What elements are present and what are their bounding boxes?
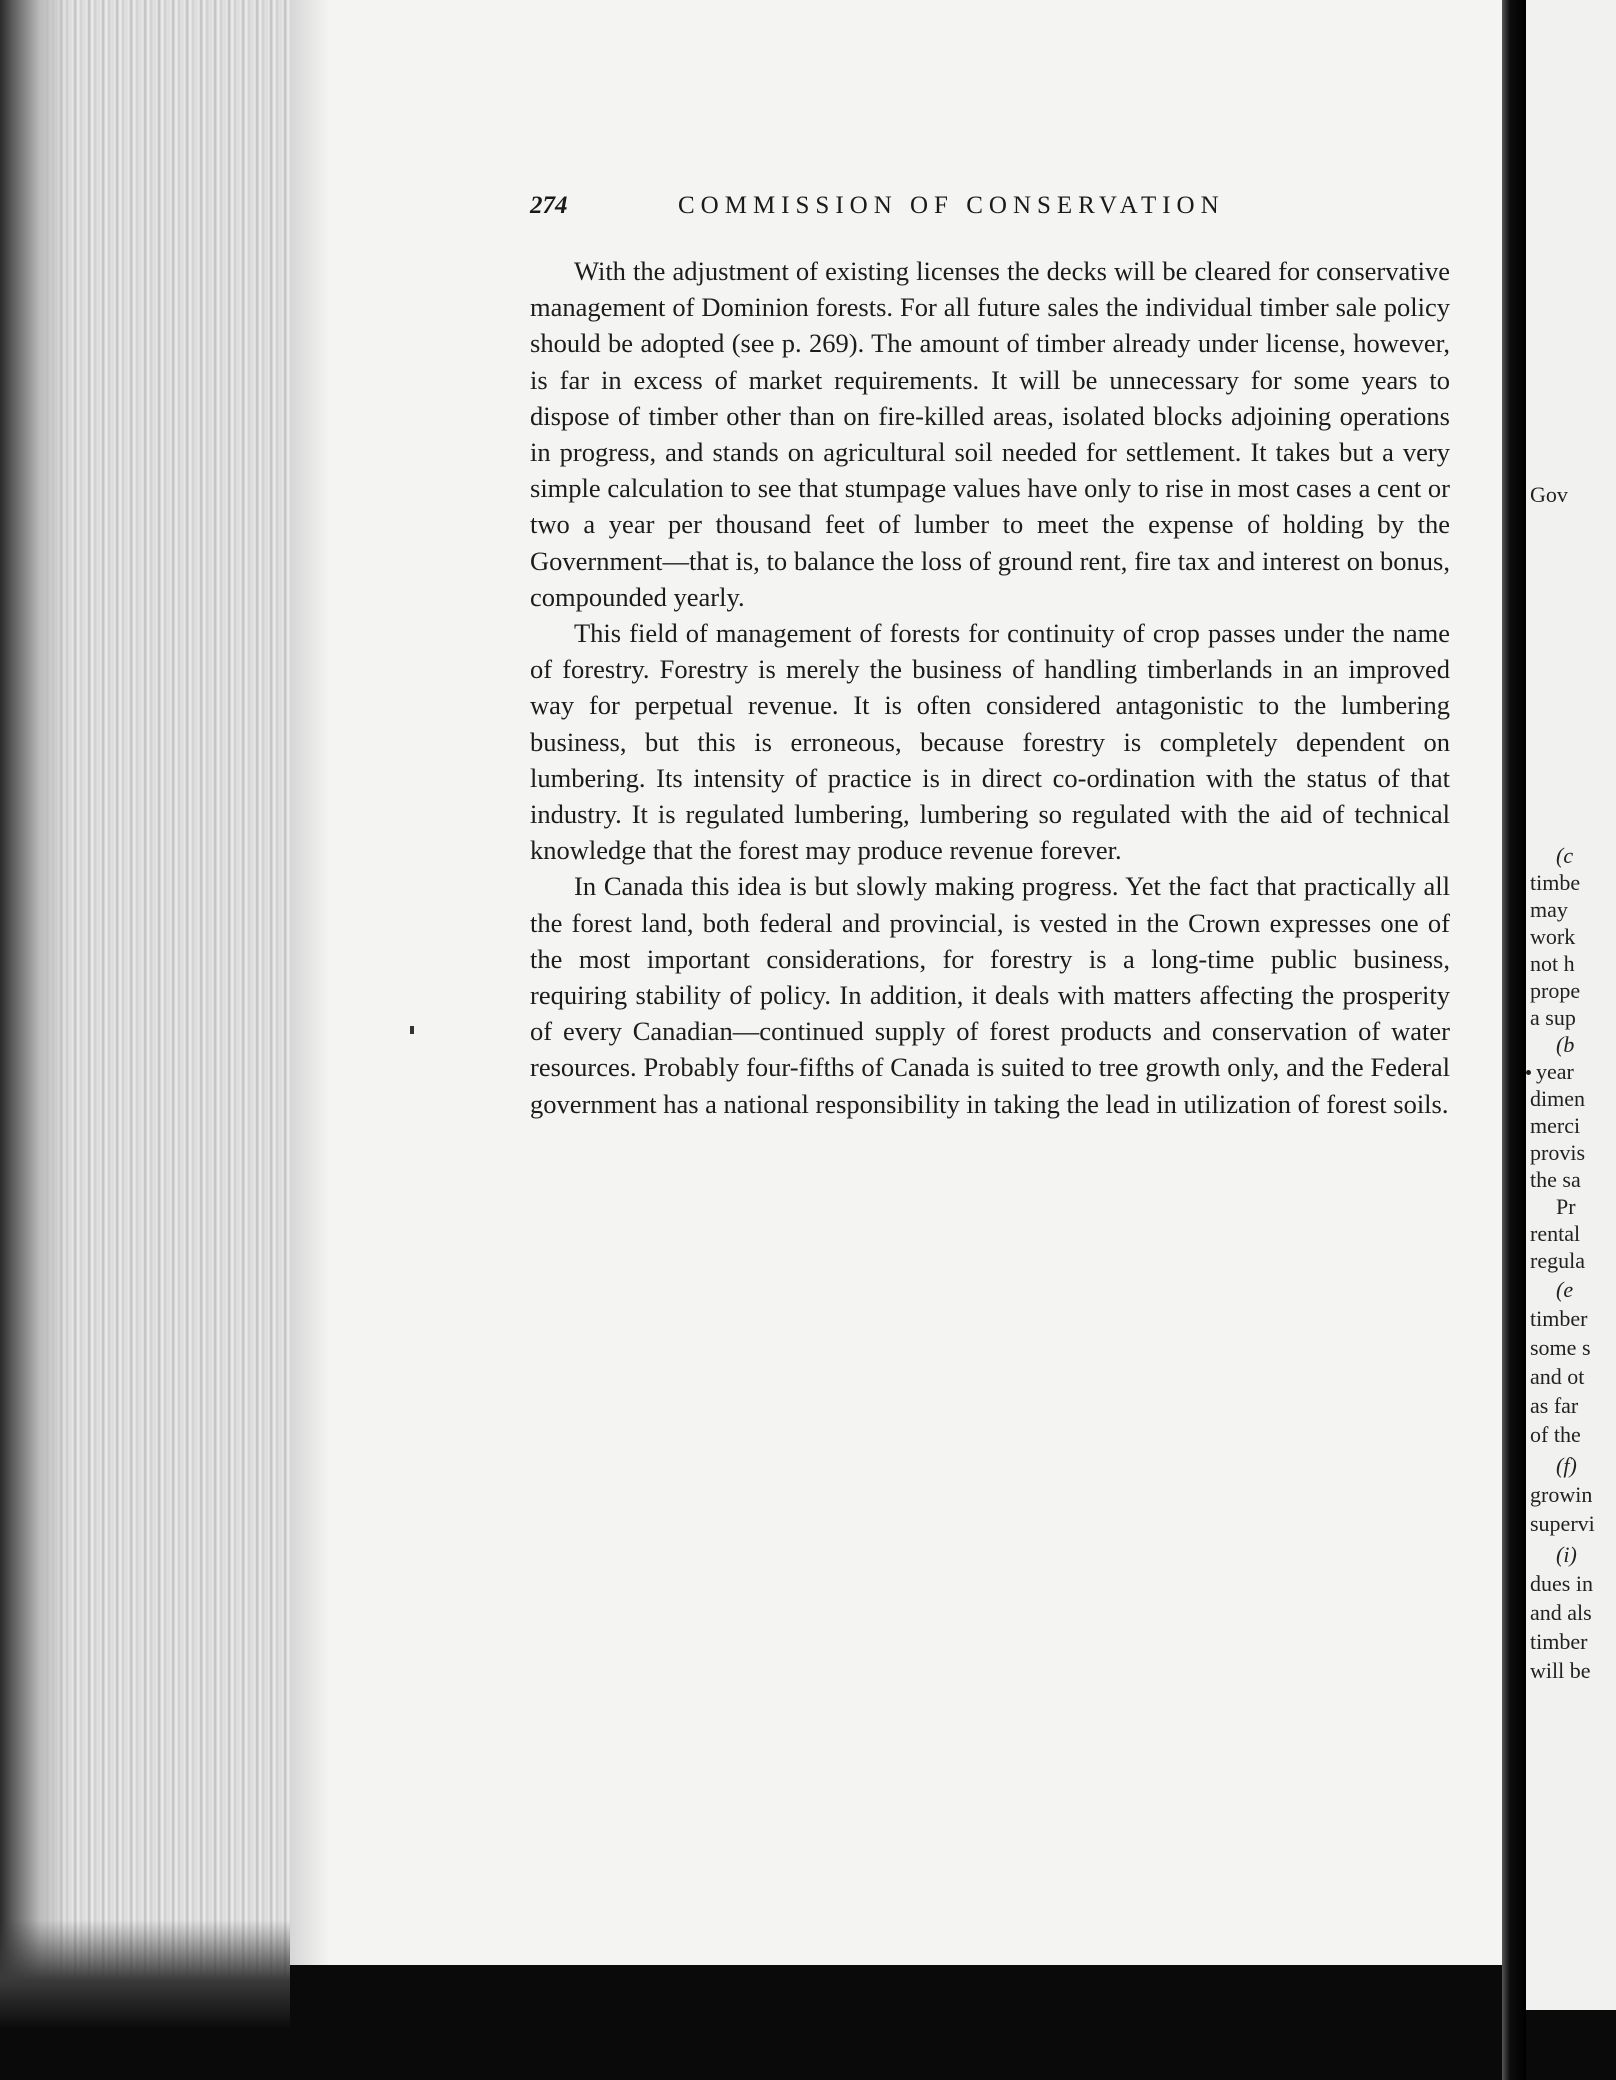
next-page-fragment: a sup — [1530, 1005, 1576, 1030]
next-page-fragment: (f) — [1556, 1453, 1577, 1478]
next-page-fragment: (b — [1556, 1032, 1575, 1057]
book-page-left — [290, 0, 1502, 1965]
paragraph: With the adjustment of existing licenses the decks will be cleared for conservative management of Dominion forests. For all future sales the individual timber sale policy should be adopted (see p. 269). The amount of timber already under license, however, is far in excess of market requirements. It will be unnecessary for some years to dispose of timber other than on fire-killed areas, isolated blocks adjoining operations in progress, and stands on agricultural soil needed for settlement. It takes but a very simple calculation to see that stumpage values have only to rise in most cases a cent or two a year per thousand feet of lumber to meet the expense of holding by the Government—that is, to balance the loss of ground rent, fire tax and interest on bonus, compounded yearly. — [530, 256, 1450, 612]
book-page-right-fragment — [1526, 0, 1616, 2010]
page-block-edges — [0, 0, 290, 2030]
margin-mark — [1526, 1070, 1531, 1075]
next-page-fragment: some s — [1530, 1335, 1591, 1360]
next-page-fragment: merci — [1530, 1113, 1581, 1138]
next-page-fragment: of the — [1530, 1422, 1581, 1447]
next-page-fragment: Gov — [1530, 482, 1568, 507]
next-page-fragment: and als — [1530, 1600, 1592, 1625]
margin-mark — [410, 1026, 414, 1034]
next-page-fragment: year — [1536, 1059, 1574, 1084]
next-page-fragment: rental — [1530, 1221, 1581, 1246]
next-page-fragment: not h — [1530, 951, 1575, 976]
next-page-fragment: will be — [1530, 1658, 1591, 1683]
next-page-fragment: work — [1530, 924, 1576, 949]
next-page-fragment: prope — [1530, 978, 1581, 1003]
next-page-fragment: the sa — [1530, 1167, 1581, 1192]
page-header — [530, 192, 1410, 226]
running-head: COMMISSION OF CONSERVATION — [678, 192, 1225, 219]
next-page-fragment: dues in — [1530, 1571, 1593, 1596]
next-page-fragment: may — [1530, 897, 1568, 922]
next-page-fragment: timber — [1530, 1306, 1588, 1331]
next-page-fragment: dimen — [1530, 1086, 1585, 1111]
next-page-fragment: (c — [1556, 843, 1574, 868]
next-page-fragment: timber — [1530, 1629, 1588, 1654]
page-number: 274 — [530, 192, 568, 219]
next-page-fragment: provis — [1530, 1140, 1585, 1165]
paragraph: This field of management of forests for continuity of crop passes under the name of forestry. Forestry is merely the business of handling timberlands in an improved way for perpetual revenue. It is often considered antagonistic to the lumbering business, but this is erroneous, because forestry is completely dependent on lumbering. Its intensity of practice is in direct co-ordination with the status of that industry. It is regulated lumbering, lumbering so regulated with the aid of technical knowledge that the forest may produce revenue forever. — [530, 618, 1450, 866]
next-page-fragment: regula — [1530, 1248, 1585, 1273]
next-page-fragment: growin — [1530, 1482, 1593, 1507]
next-page-fragment: (e — [1556, 1277, 1574, 1302]
next-page-fragment: Pr — [1556, 1194, 1576, 1219]
paragraph: In Canada this idea is but slowly making progress. Yet the fact that practically all the forest land, both federal and provincial, is vested in the Crown expresses one of the most important considerations, for forestry is a long-time public business, requiring stability of policy. In addition, it deals with matters affecting the prosperity of every Canadian—continued supply of forest products and conservation of water resources. Probably four-fifths of Canada is suited to tree growth only, and the Federal government has a national responsibility in taking the lead in utilization of forest soils. — [530, 871, 1450, 1119]
book-gutter — [1502, 0, 1526, 2080]
next-page-fragment: as far — [1530, 1393, 1579, 1418]
next-page-fragment: timbe — [1530, 870, 1581, 895]
next-page-fragment: and ot — [1530, 1364, 1585, 1389]
next-page-fragment: (i) — [1556, 1542, 1577, 1567]
body-text — [530, 253, 1450, 1122]
next-page-fragment: supervi — [1530, 1511, 1595, 1536]
